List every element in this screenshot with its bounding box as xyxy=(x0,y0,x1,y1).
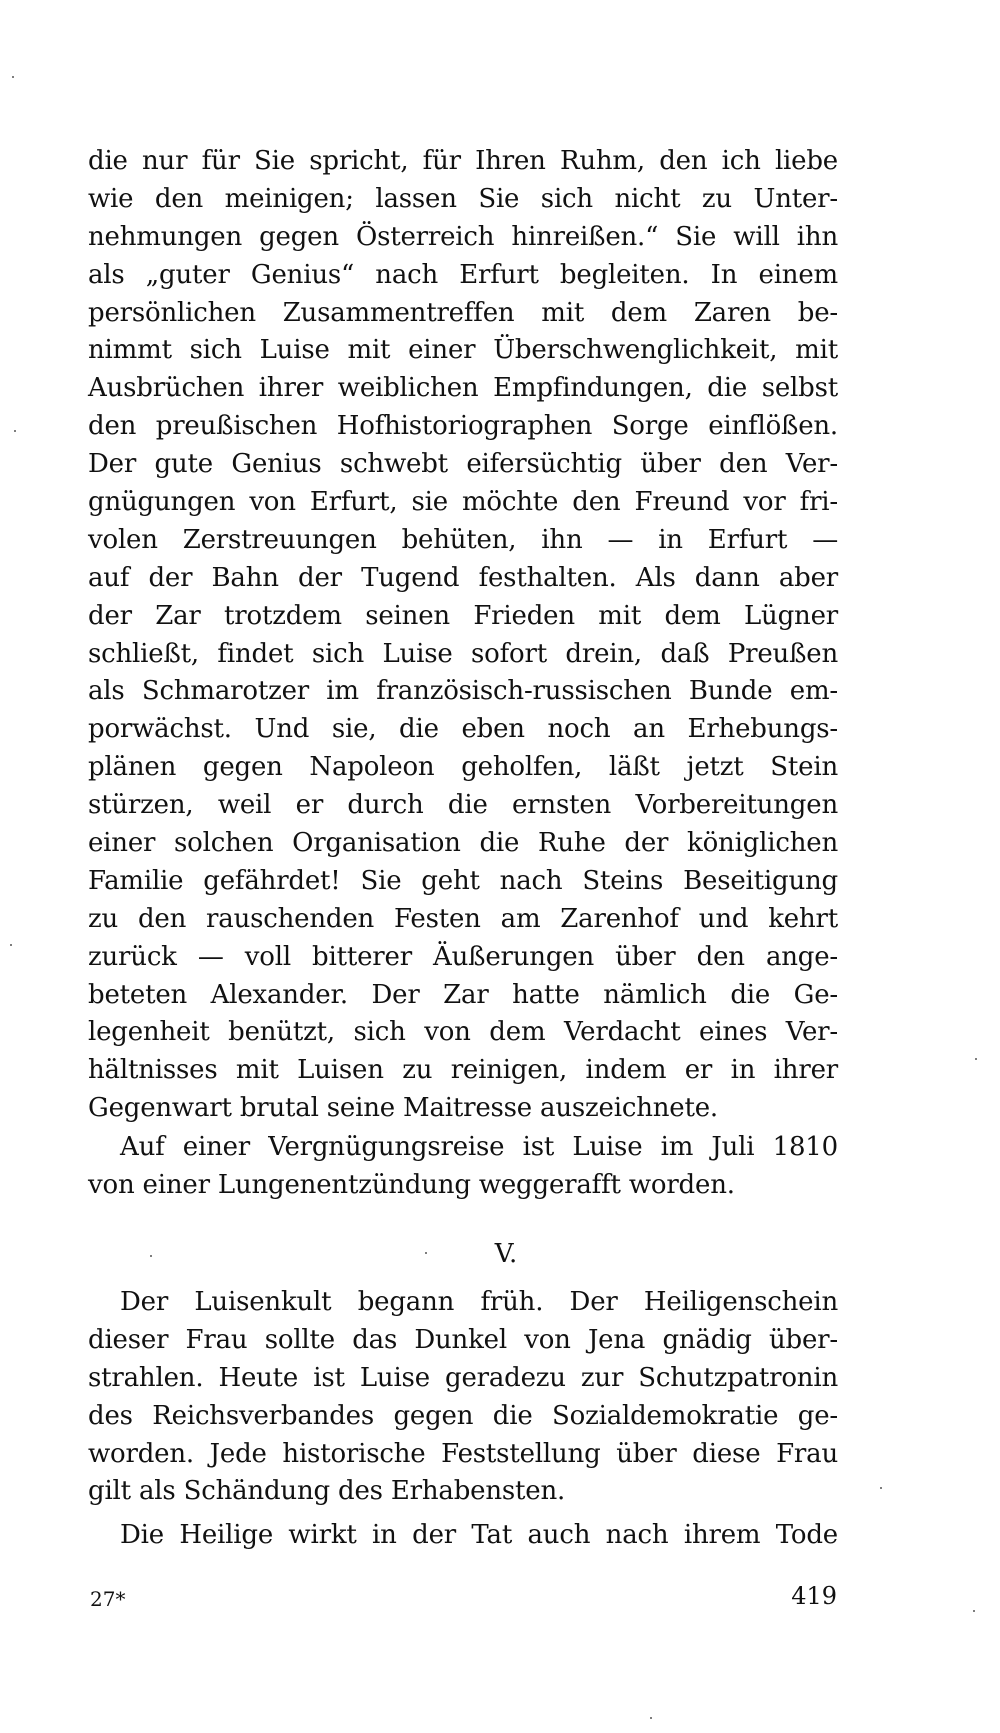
text-line: als „guter Genius“ nach Erfurt begleiten. In einem xyxy=(88,259,838,290)
scan-speck xyxy=(880,1487,882,1489)
scan-speck xyxy=(650,1717,652,1719)
text-line: legenheit benützt, sich von dem Verdacht eines Ver- xyxy=(88,1017,838,1048)
text-line: Der Luisenkult begann früh. Der Heiligenschein xyxy=(120,1287,838,1317)
text-line: zurück — voll bitterer Äußerungen über den ange- xyxy=(88,941,838,972)
text-line: den preußischen Hofhistoriographen Sorge einflößen. xyxy=(88,411,838,442)
text-line: einer solchen Organisation die Ruhe der königlichen xyxy=(88,828,838,859)
section-heading: V. xyxy=(494,1239,518,1269)
page-number: 419 xyxy=(791,1582,837,1610)
text-line: als Schmarotzer im französisch-russischen Bunde em- xyxy=(88,676,838,707)
paragraph xyxy=(88,1284,838,1511)
text-line: wie den meinigen; lassen Sie sich nicht zu Unter- xyxy=(88,183,838,214)
scan-speck xyxy=(12,76,14,78)
text-line: Auf einer Vergnügungsreise ist Luise im Juli 1810 xyxy=(120,1132,838,1162)
signature-mark: 27* xyxy=(90,1587,126,1611)
text-line: volen Zerstreuungen behüten, ihn — in Erfurt — xyxy=(88,524,838,555)
scan-speck xyxy=(425,1252,427,1254)
text-line: gnügungen von Erfurt, sie möchte den Freund vor fri- xyxy=(88,487,838,518)
scan-speck xyxy=(150,1255,152,1257)
text-line: plänen gegen Napoleon geholfen, läßt jetzt Stein xyxy=(88,752,838,783)
text-line: auf der Bahn der Tugend festhalten. Als dann aber xyxy=(88,562,838,593)
text-line: die nur für Sie spricht, für Ihren Ruhm, den ich liebe xyxy=(88,146,838,176)
text-line: schließt, findet sich Luise sofort drein, daß Preußen xyxy=(88,638,838,669)
text-line: strahlen. Heute ist Luise geradezu zur Schutzpatronin xyxy=(88,1362,838,1393)
text-line: Gegenwart brutal seine Maitresse auszeichnete. xyxy=(88,1093,718,1124)
text-line: beteten Alexander. Der Zar hatte nämlich die Ge- xyxy=(88,979,838,1010)
text-line: dieser Frau sollte das Dunkel von Jena gnädig über- xyxy=(88,1324,838,1355)
paragraph xyxy=(88,1517,838,1555)
text-line: des Reichsverbandes gegen die Sozialdemokratie ge- xyxy=(88,1400,838,1431)
text-line: hältnisses mit Luisen zu reinigen, indem er in ihrer xyxy=(88,1055,838,1086)
text-line: worden. Jede historische Feststellung über diese Frau xyxy=(88,1438,838,1469)
paragraph-continued xyxy=(88,143,838,1128)
text-line: der Zar trotzdem seinen Frieden mit dem Lügner xyxy=(88,600,838,631)
text-line: Ausbrüchen ihrer weiblichen Empfindungen, die selbst xyxy=(88,373,838,404)
scan-speck xyxy=(10,944,12,946)
text-line: gilt als Schändung des Erhabensten. xyxy=(88,1476,566,1507)
scan-speck xyxy=(14,430,16,432)
paragraph xyxy=(88,1129,838,1205)
text-line: stürzen, weil er durch die ernsten Vorbereitungen xyxy=(88,790,838,821)
text-line: von einer Lungenentzündung weggerafft worden. xyxy=(88,1169,735,1200)
text-line: nimmt sich Luise mit einer Überschwenglichkeit, mit xyxy=(88,335,838,366)
text-line: nehmungen gegen Österreich hinreißen.“ Sie will ihn xyxy=(88,221,838,252)
text-line: porwächst. Und sie, die eben noch an Erhebungs- xyxy=(88,714,838,745)
scan-speck xyxy=(975,1058,977,1060)
text-line: Familie gefährdet! Sie geht nach Steins Beseitigung xyxy=(88,865,838,896)
text-line: zu den rauschenden Festen am Zarenhof und kehrt xyxy=(88,903,838,934)
text-line: Die Heilige wirkt in der Tat auch nach ihrem Tode xyxy=(120,1520,838,1550)
scan-speck xyxy=(973,1610,975,1612)
text-line: Der gute Genius schwebt eifersüchtig über den Ver- xyxy=(88,449,838,480)
text-line: persönlichen Zusammentreffen mit dem Zaren be- xyxy=(88,297,838,328)
